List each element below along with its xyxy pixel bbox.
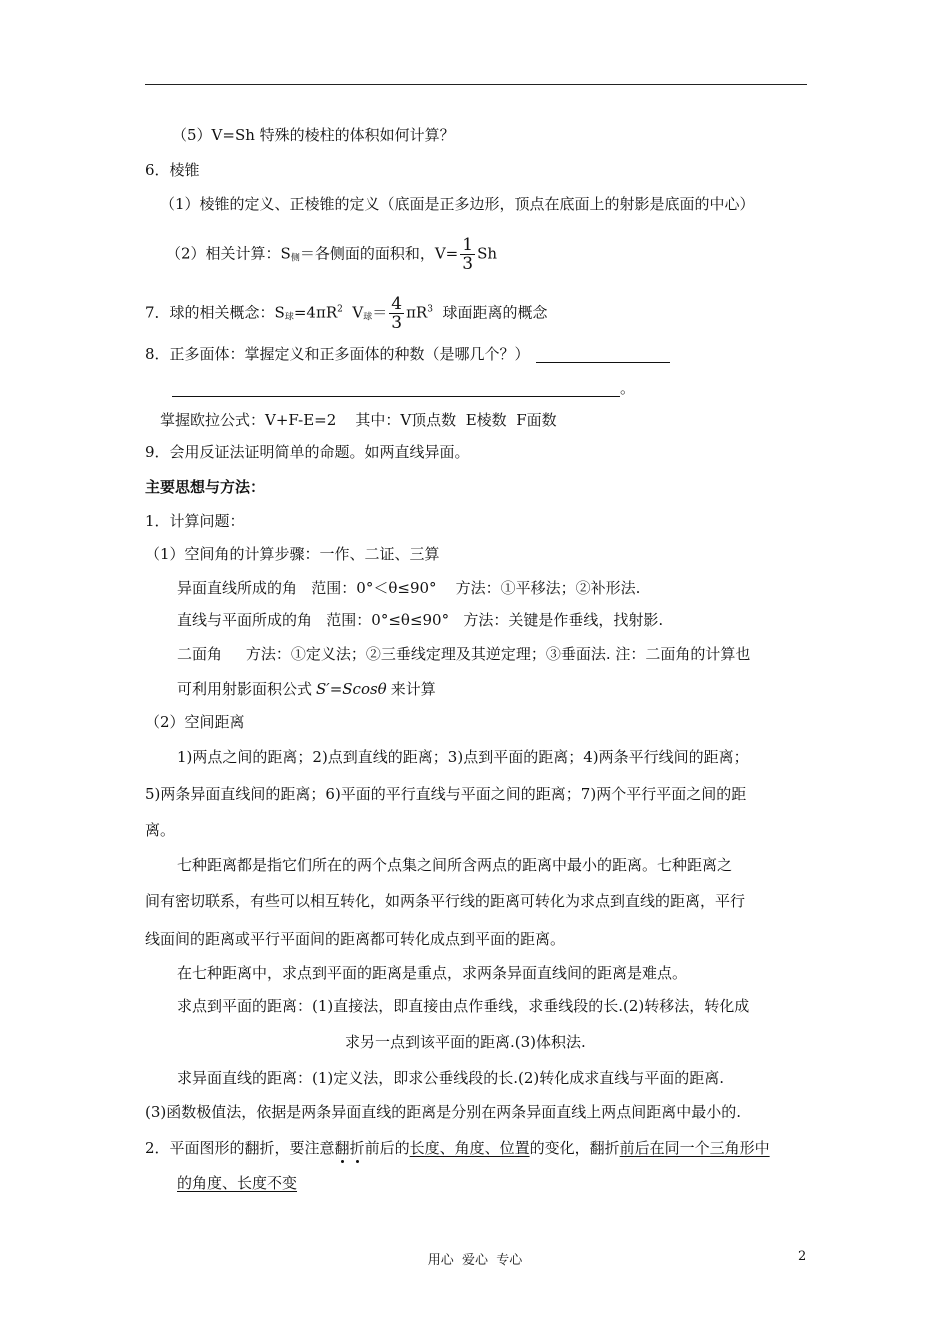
text-line: 二面角 方法：①定义法；②三垂线定理及其逆定理；③垂面法. 注：二面角的计算也 [177, 645, 751, 663]
fraction: $\frac{1}{3}$ [462, 235, 474, 274]
text-line [177, 1172, 297, 1194]
emphasis-dot: 折 [349, 1139, 365, 1157]
fraction: $\frac{4}{3}$ [391, 294, 403, 333]
section-heading: 6．棱锥 [145, 161, 200, 179]
text-line: 间有密切联系，有些可以相互转化，如两条平行线的距离可转化为求点到直线的距离，平行 [145, 892, 746, 910]
text-line: 求异面直线的距离：(1)定义法，即求公垂线段的长.(2)转化成求直线与平面的距离. [177, 1069, 725, 1087]
text-line: （5）V=Sh 特殊的棱柱的体积如何计算？ [172, 126, 455, 144]
emphasis-dot: 翻 [334, 1139, 350, 1157]
page-footer: 用心 爱心 专心 [427, 1253, 523, 1268]
text-line: 5)两条异面直线间的距离；6)平面的平行直线与平面之间的距离；7)两个平行平面之间的距 [145, 785, 747, 803]
text-line: 2．平面图形的翻折，要注意翻折前后的长度、角度、位置的变化，翻折前后在同一个三角形中 [145, 1139, 770, 1157]
answer-blank[interactable] [172, 380, 620, 397]
text-line: 8．正多面体：掌握定义和正多面体的种数（是哪几个？） [145, 343, 670, 365]
underlined-text: 前后在同一个三角形中 [619, 1139, 770, 1157]
text-line: 七种距离都是指它们所在的两个点集之间所含两点的距离中最小的距离。七种距离之 [177, 856, 733, 874]
underlined-text: 长度、角度、位置 [409, 1139, 530, 1157]
text-line: 1．计算问题： [145, 512, 245, 530]
underlined-text: 的角度、长度不变 [177, 1174, 298, 1192]
page-number: 2 [798, 1249, 807, 1264]
text-line: 线面间的距离或平行平面间的距离都可转化成点到平面的距离。 [145, 930, 566, 948]
text-line: 在七种距离中，求点到平面的距离是重点，求两条异面直线间的距离是难点。 [177, 964, 688, 982]
text-line: 直线与平面所成的角 范围：0°≤θ≤90° 方法：关键是作垂线，找射影. [177, 611, 664, 629]
text-line: 离。 [145, 821, 176, 839]
text-line: （2）空间距离 [145, 713, 245, 731]
text-line: 求另一点到该平面的距离.(3)体积法. [345, 1033, 586, 1051]
text-line: （1）棱锥的定义、正棱锥的定义（底面是正多边形，顶点在底面上的射影是底面的中心） [160, 195, 755, 213]
text-line: 1)两点之间的距离；2)点到直线的距离；3)点到平面的距离；4)两条平行线间的距离； [177, 748, 749, 766]
text-line: 可利用射影面积公式 S′=Scosθ 来计算 [177, 680, 436, 698]
answer-blank[interactable] [536, 346, 670, 363]
text-line: 异面直线所成的角 范围：0°＜θ≤90° 方法：①平移法；②补形法. [177, 579, 641, 597]
formula-line: （2）相关计算：$S_侧=$各侧面的面积和，V= $\frac{1}{3}$ Sh [166, 235, 498, 274]
formula-line: 7．球的相关概念：$S_球=4\pi R^2$ $V_球=$ $\frac{4}{3}$ $\pi R^3$ 球面距离的概念 [145, 294, 548, 333]
text-line: 掌握欧拉公式：V+F-E=2 其中：V顶点数 E棱数 F面数 [160, 411, 557, 429]
text-line: (3)函数极值法，依据是两条异面直线的距离是分别在两条异面直线上两点间距离中最小的. [145, 1103, 742, 1121]
text-line: 。 [172, 377, 635, 399]
text-line: （1）空间角的计算步骤：一作、二证、三算 [145, 545, 440, 563]
section-heading: 主要思想与方法： [145, 478, 266, 496]
text-line: 求点到平面的距离：(1)直接法，即直接由点作垂线，求垂线段的长.(2)转移法，转化成 [177, 997, 750, 1015]
text-line: 9．会用反证法证明简单的命题。如两直线异面。 [145, 443, 470, 461]
header-rule [145, 84, 807, 85]
